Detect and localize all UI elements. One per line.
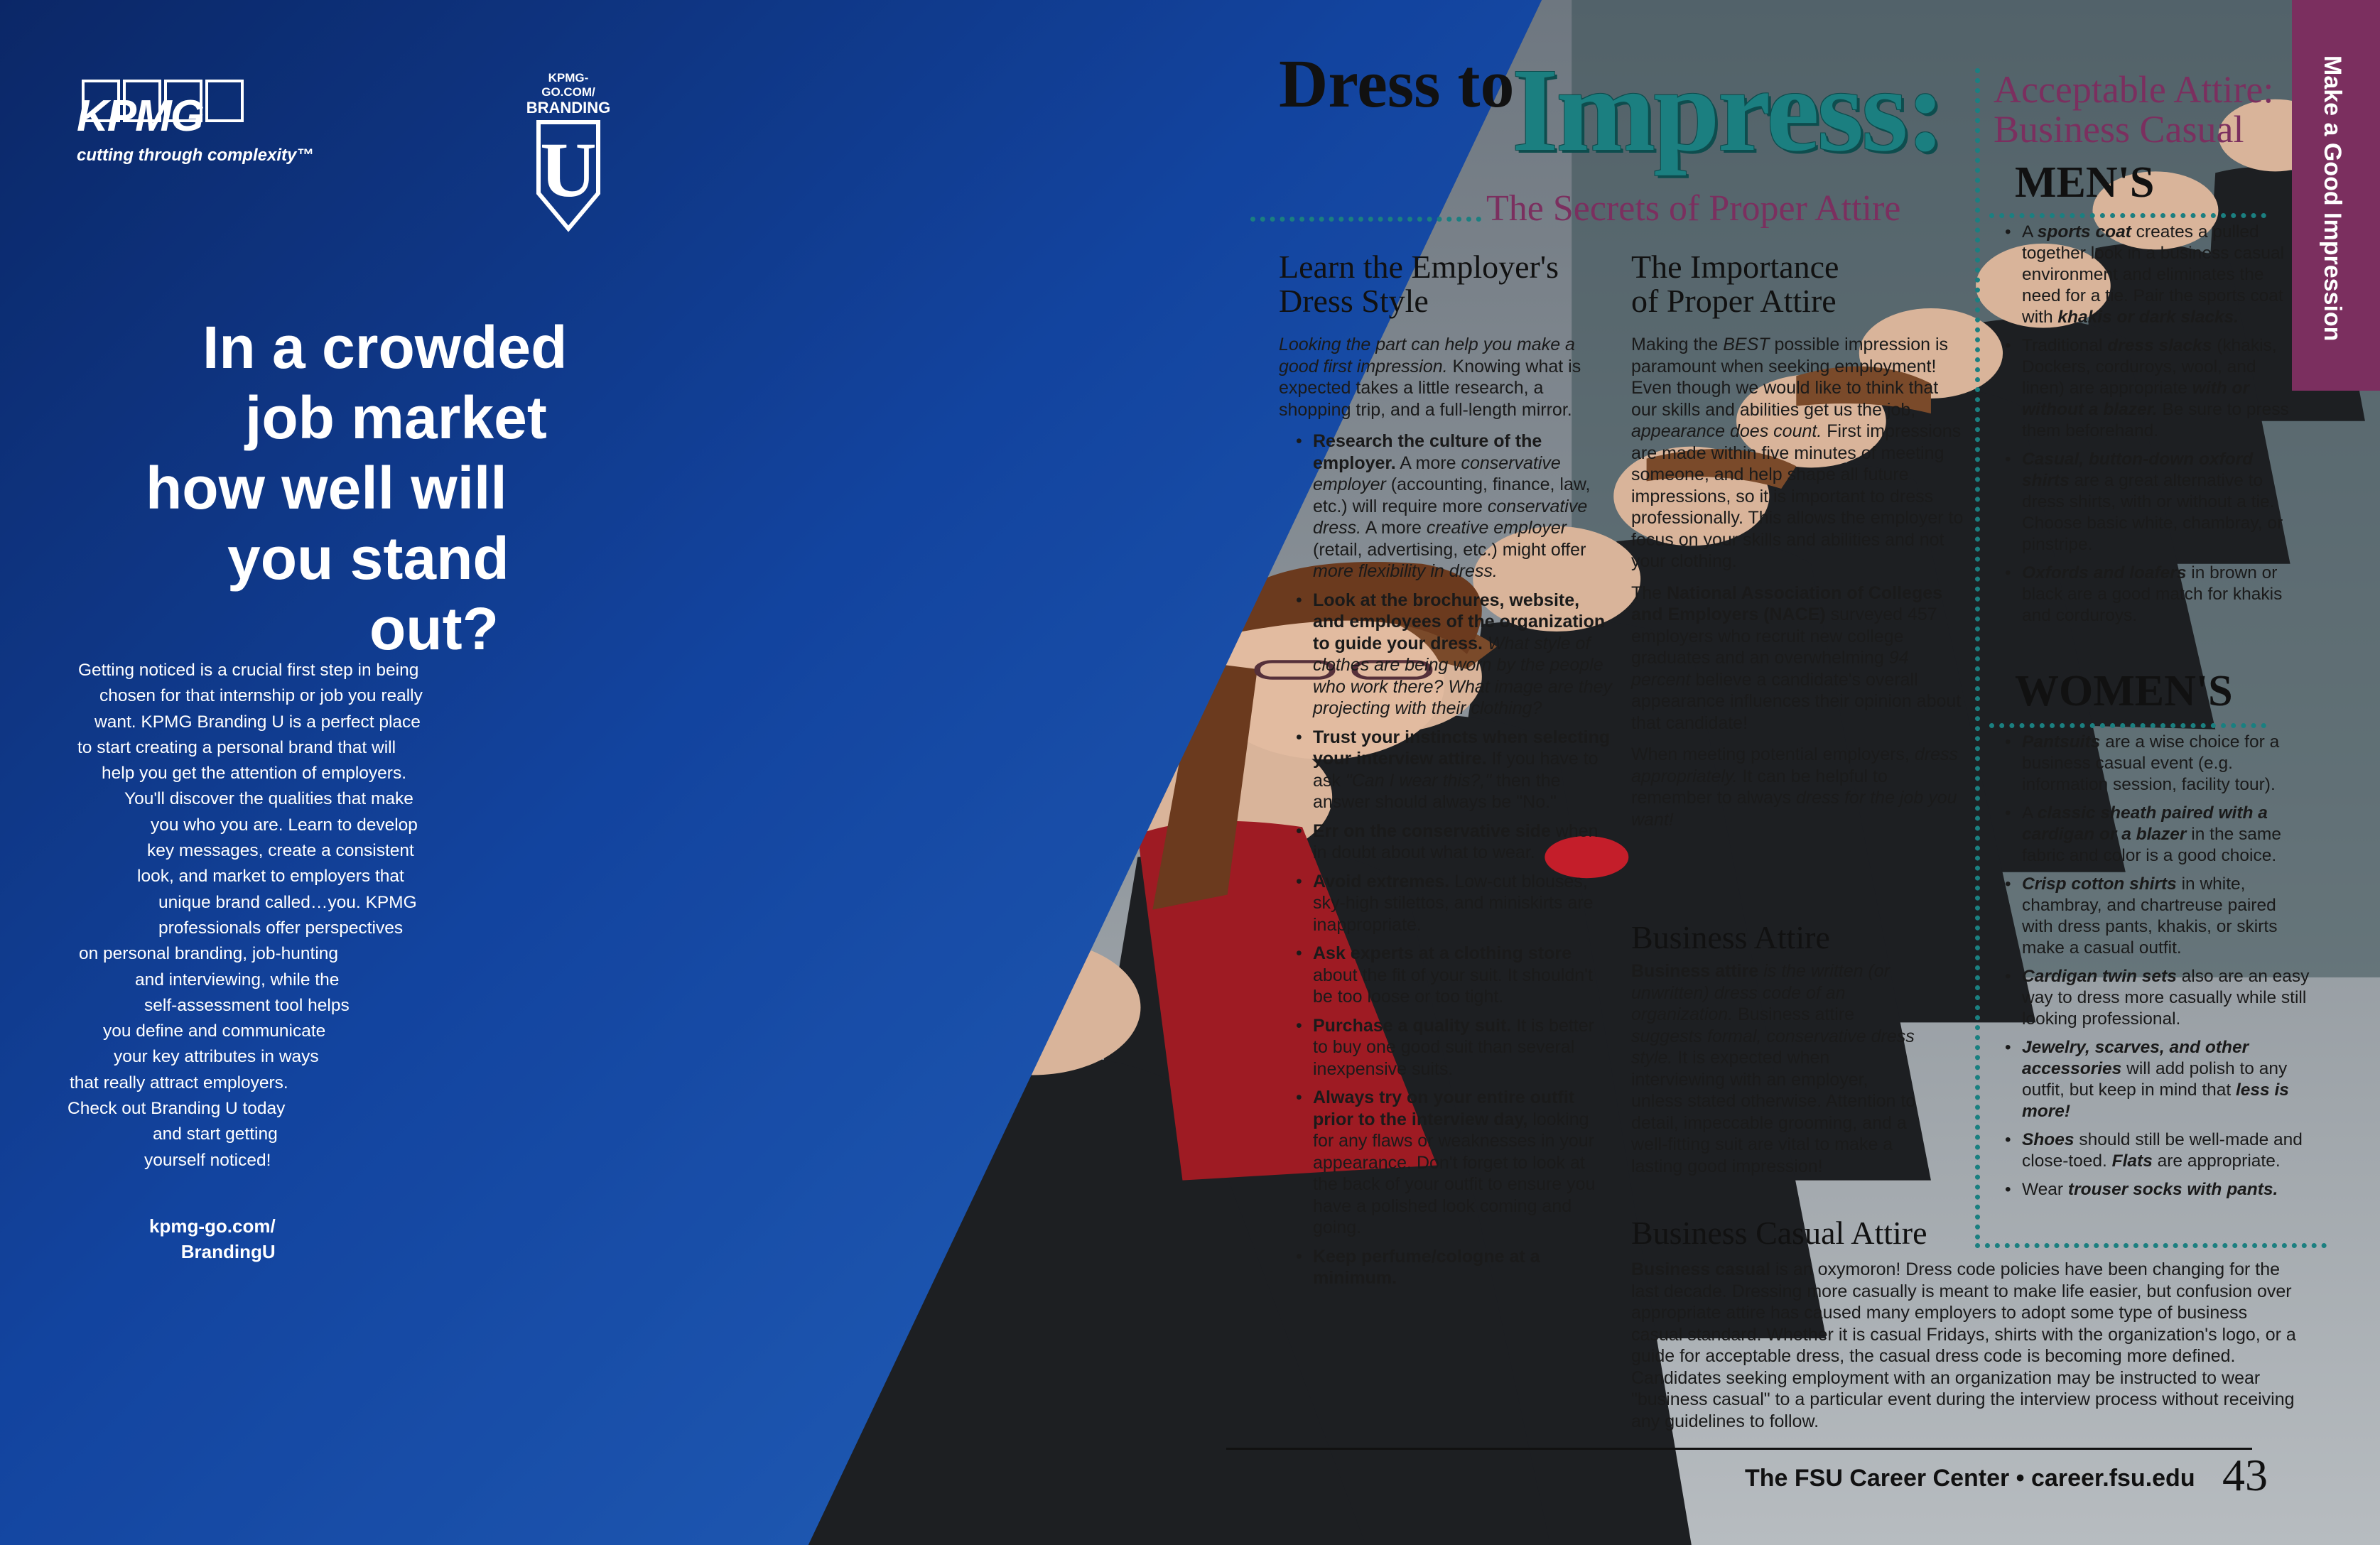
- ad-url[interactable]: [149, 1213, 276, 1264]
- body-line: you define and communicate: [103, 1021, 326, 1041]
- list-item: • A sports coat creates a pulled together look in a business casual environment and eliminates the need for a tie. Pair the sports coat with khakis or dark slacks.: [1999, 222, 2298, 328]
- ad-headline: [57, 313, 597, 664]
- list-item: • Pantsuits are a wise choice for a business casual event (e.g. information session, facility tour).: [1999, 732, 2312, 796]
- branding-u-word: BRANDING: [526, 99, 611, 116]
- list-item: • Always try on your entire outfit prior to the interview day, looking for any flaws or weaknesses in your appearance. Don't forget to look at the back of your outfit to ensure you have a polished look coming and going.: [1279, 1087, 1613, 1239]
- footer-rule: [1226, 1448, 2252, 1450]
- col1-intro: [1279, 334, 1613, 421]
- body-line: want. KPMG Branding U is a perfect place: [94, 712, 421, 732]
- sidebar-divider: [1975, 68, 1980, 1240]
- paragraph: Business attire is the written (or unwritten) dress code of an organization. Business attire suggests formal, conservative dress style. It is expected when interviewing with an employer, unless stated otherwise. Attention to detail, impeccable grooming, and a well-fitting suit are vital to make a lasting good impression!: [1631, 961, 1916, 1176]
- heading-employer-dress-style: [1279, 250, 1613, 318]
- kpmg-advertisement: [0, 0, 1130, 1460]
- paragraph: The National Association of Colleges and Employers (NACE) surveyed 457 employers who recruit new college graduates and an overwhelming 94 percent believe a candidate's overall appearance influences their opinion about that candidate!: [1631, 582, 1962, 733]
- body-line: yourself noticed!: [144, 1150, 271, 1170]
- headline-line: you stand: [227, 525, 509, 592]
- col1-body: [1279, 334, 1613, 1296]
- list-item: • Err on the conservative side when in doubt about what to wear.: [1279, 820, 1613, 864]
- list-item: • Traditional dress slacks (khakis, Dockers, corduroys, wool, and linen) are appropriate with or without a blazer. Be sure to press them beforehand.: [1999, 335, 2298, 442]
- title-subtitle: The Secrets of Proper Attire: [1486, 188, 1901, 229]
- body-line: You'll discover the qualities that make: [124, 789, 413, 809]
- intro-italic: Looking the part can help you make a good first impression.: [1279, 335, 1575, 376]
- branding-u-logo: [526, 71, 611, 227]
- sidebar-title: [1994, 70, 2273, 149]
- sidebar-title-line: Business Casual: [1994, 108, 2244, 151]
- body-line: you who you are. Learn to develop: [151, 815, 418, 835]
- list-item: • Trust your instincts when selecting your interview attire. If you have to ask "Can I wear this?," then the answer should always be "No.": [1279, 727, 1613, 813]
- col1-bullets: [1279, 430, 1613, 1289]
- list-item: • Cardigan twin sets also are an easy way to dress more casually while still looking professional.: [1999, 966, 2312, 1030]
- ad-body-text: [67, 658, 508, 1173]
- sidebar-dots: [1989, 213, 2266, 218]
- page-number: 43: [2222, 1450, 2268, 1500]
- sidebar-title-line: Acceptable Attire:: [1994, 68, 2274, 111]
- list-item: • A classic sheath paired with a cardigan or a blazer in the same fabric and color is a good choice.: [1999, 803, 2312, 867]
- body-line: look, and market to employers that: [137, 867, 404, 887]
- list-item: • Research the culture of the employer. A more conservative employer (accounting, finance, law, etc.) will require more conservative dress. A more creative employer (retail, advertising, etc.) might offer more flexibility in dress.: [1279, 430, 1613, 582]
- heading-line: Dress Style: [1279, 283, 1429, 319]
- headline-line: job market: [245, 384, 547, 451]
- body-line: unique brand called…you. KPMG: [158, 892, 417, 912]
- headline-line: In a crowded: [202, 314, 568, 381]
- womens-list: [1999, 732, 2312, 1208]
- heading-importance: [1631, 250, 1965, 318]
- ad-url-line: BrandingU: [180, 1241, 276, 1262]
- business-casual-body: [1631, 1259, 2299, 1442]
- body-line: that really attract employers.: [70, 1073, 288, 1093]
- business-attire-body: [1631, 960, 1922, 1187]
- list-item: • Purchase a quality suit. It is better to buy one good suit than several inexpensive suits.: [1279, 1015, 1613, 1080]
- footer-credit: The FSU Career Center • career.fsu.edu: [1745, 1465, 2195, 1492]
- mens-list: [1999, 222, 2298, 634]
- body-line: to start creating a personal brand that will: [77, 737, 396, 757]
- womens-heading: WOMEN'S: [2015, 667, 2233, 715]
- list-item: • Casual, button-down oxford shirts are a great alternative to dress shirts, with or without a tie. Choose basic white, chambray, or pinstripe.: [1999, 449, 2298, 555]
- list-item: • Shoes should still be well-made and close-toed. Flats are appropriate.: [1999, 1129, 2312, 1172]
- body-line: chosen for that internship or job you really: [99, 686, 423, 706]
- heading-business-casual-attire: Business Casual Attire: [1631, 1215, 1927, 1251]
- body-line: help you get the attention of employers.: [102, 764, 407, 784]
- headline-line: out?: [369, 595, 499, 662]
- divider-dots: [1250, 217, 1481, 222]
- body-line: and interviewing, while the: [135, 970, 340, 990]
- body-line: on personal branding, job-hunting: [79, 944, 339, 964]
- paragraph: Business casual is an oxymoron! Dress code policies have been changing for the last decade. Dressing more casually is meant to make life easier, but confusion over appropriate attire has caused many employers to adopt some type of business casual standard. Whether it is casual Fridays, shirts with the organization's logo, or a guide for acceptable dress, the casual dress code is becoming more defined. Candidates seeking employment with an organization may be instructed to wear "business casual" to a particular event during the interview process without receiving any guidelines to follow.: [1631, 1259, 2296, 1431]
- col2-body: [1631, 334, 1965, 840]
- kpmg-logo: KPMG: [77, 92, 203, 141]
- list-item: • Keep perfume/cologne at a minimum.: [1279, 1246, 1613, 1289]
- intro-rest: Knowing what is expected takes a little research, a shopping trip, and a full-length mirror.: [1279, 356, 1581, 420]
- title-dress-to: Dress to: [1279, 45, 1515, 121]
- branding-u-url: KPMG-GO.COM/: [541, 71, 595, 99]
- body-line: and start getting: [153, 1124, 278, 1144]
- kpmg-tagline: cutting through complexity™: [77, 146, 314, 165]
- sidebar-dots: [1975, 1243, 2327, 1248]
- list-item: • Look at the brochures, website, and employees of the organization to guide your dress. What style of clothes are being worn by the people who work there? What image are they projecting with their clothing?: [1279, 590, 1613, 720]
- body-line: key messages, create a consistent: [147, 841, 414, 861]
- branding-u-letter: U: [540, 126, 597, 213]
- headline-line: how well will: [146, 455, 507, 521]
- section-tab-label: Make a Good Impression: [2319, 55, 2346, 342]
- heading-line: The Importance: [1631, 249, 1839, 285]
- list-item: • Crisp cotton shirts in white, chambray, and chartreuse paired with dress pants, khakis, or skirts make a casual outfit.: [1999, 874, 2312, 959]
- list-item: • Wear trouser socks with pants.: [1999, 1179, 2312, 1200]
- mens-heading: MEN'S: [2015, 158, 2155, 207]
- body-line: your key attributes in ways: [114, 1047, 319, 1067]
- heading-line: of Proper Attire: [1631, 283, 1837, 319]
- list-item: • Ask experts at a clothing store about the fit of your suit. It shouldn't be too loose or too tight.: [1279, 943, 1613, 1008]
- shield-icon: [533, 119, 604, 233]
- title-impress: Impress:: [1512, 44, 1944, 176]
- list-item: • Oxfords and loafers in brown or black are a good match for khakis and corduroys.: [1999, 563, 2298, 627]
- heading-business-attire: Business Attire: [1631, 919, 1830, 955]
- body-line: Check out Branding U today: [67, 1099, 286, 1119]
- ad-url-line: kpmg-go.com/: [149, 1215, 276, 1237]
- body-line: self-assessment tool helps: [144, 995, 350, 1015]
- list-item: • Jewelry, scarves, and other accessories will add polish to any outfit, but keep in mind that less is more!: [1999, 1037, 2312, 1122]
- body-line: professionals offer perspectives: [158, 918, 404, 938]
- body-line: Getting noticed is a crucial first step in being: [78, 661, 419, 680]
- paragraph: When meeting potential employers, dress appropriately. It can be helpful to remember to always dress for the job you want!: [1631, 744, 1958, 830]
- list-item: • Avoid extremes. Low-cut blouses, sky-high stilettos, and miniskirts are inappropriate.: [1279, 871, 1613, 936]
- paragraph: Making the BEST possible impression is paramount when seeking employment! Even though we would like to think that our skills and abilities get us the job, appearance does count. First impressions are made within five minutes of meeting someone, and help shape all future impressions, so it is important to dress professionally. This allows the employer to focus on your skills and abilities and not your clothing.: [1631, 335, 1964, 571]
- heading-line: Learn the Employer's: [1279, 249, 1559, 285]
- sidebar-dots: [1989, 723, 2266, 728]
